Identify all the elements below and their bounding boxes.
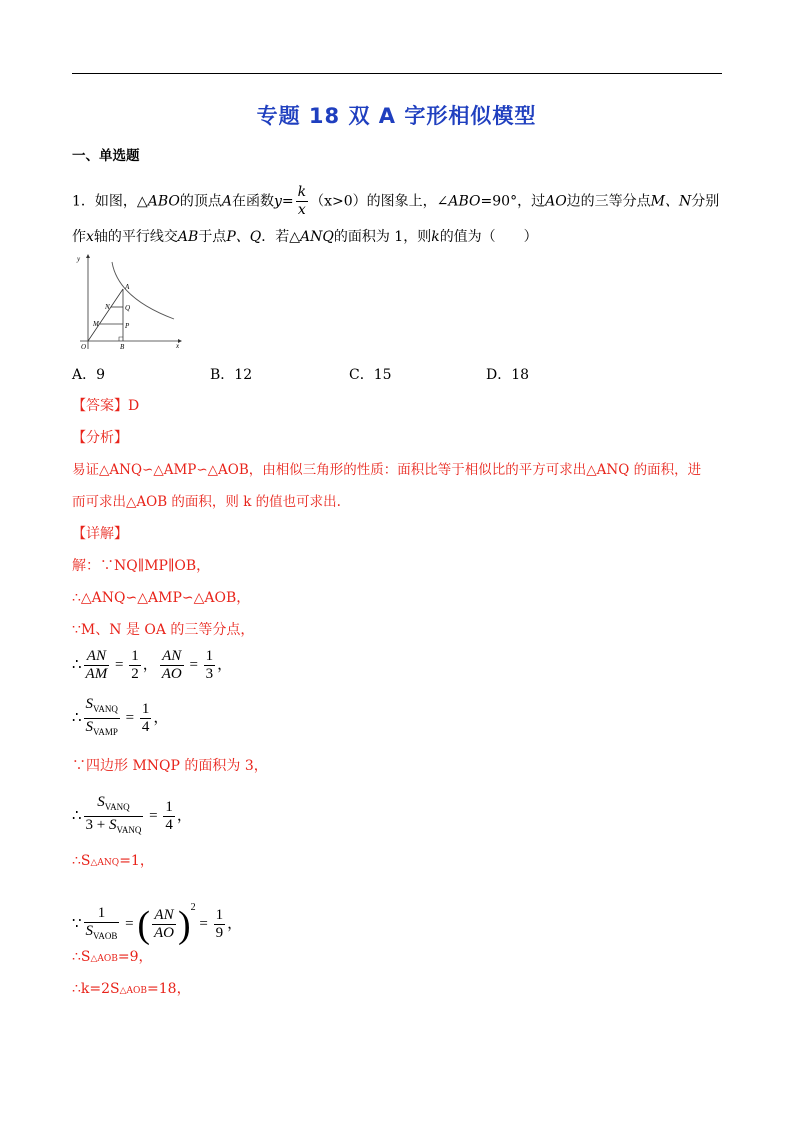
question-line-2: 作x轴的平行线交AB于点P、Q．若△ANQ的面积为 1，则k的值为（ ） bbox=[72, 229, 538, 245]
ratio-line: ∴ $\frac{AN}{AM}$ = $\frac{1}{2}$ ， $\frac{AN}{AO}$ = $\frac{1}{3}$ ， bbox=[72, 648, 233, 683]
option-b[interactable]: B．12 bbox=[210, 367, 253, 383]
label-m: M bbox=[93, 320, 99, 328]
analysis-line-1: 易证△ANQ∽△AMP∽△AOB，由相似三角形的性质：面积比等于相似比的平方可求出△ANQ 的面积，进 bbox=[72, 462, 702, 478]
label-q: Q bbox=[125, 304, 131, 312]
fraction-one-ninth: $\frac{1}{9}$ bbox=[215, 907, 224, 942]
detail-tag: 【详解】 bbox=[72, 526, 128, 542]
fraction-one-s-aob: $\frac{1}{S_{VAOB}}$ bbox=[85, 904, 118, 941]
option-d[interactable]: D．18 bbox=[486, 367, 530, 383]
detail-step-1: 解：∵NQ∥MP∥OB， bbox=[72, 558, 211, 574]
right-paren: ) bbox=[178, 903, 191, 946]
header-rule bbox=[72, 73, 722, 74]
area-ratio-line: ∴ $\frac{S_{VANQ}}{S_{VAMP}}$ = $\frac{1}{4}$ ， bbox=[72, 696, 168, 741]
detail-step-10: ∴k=2S△AOB=18， bbox=[72, 981, 191, 997]
detail-step-7: ∴S△ANQ=1， bbox=[72, 853, 154, 869]
detail-step-3: ∵M、N 是 OA 的三等分点， bbox=[72, 622, 255, 638]
detail-step-5: ∵四边形 MNQP 的面积为 3， bbox=[72, 758, 268, 774]
analysis-tag: 【分析】 bbox=[72, 430, 128, 446]
question-line-1: 1．如图，△ABO的顶点A在函数y= $\frac{k}{x}$ （x>0）的图象上，∠ABO=90°，过AO边的三等分点M、N分别 bbox=[72, 184, 720, 218]
fraction-s-anq-s-amp: $\frac{S_{VANQ}}{S_{VAMP}}$ bbox=[85, 696, 118, 737]
fraction-an-ao: $\frac{AN}{AO}$ bbox=[161, 648, 182, 683]
question-figure bbox=[74, 252, 186, 352]
label-n: N bbox=[105, 303, 110, 311]
left-paren: ( bbox=[137, 903, 151, 946]
hyperbola-curve bbox=[112, 262, 174, 319]
label-y: y bbox=[77, 255, 81, 263]
section-heading: 一、单选题 bbox=[72, 148, 140, 164]
option-a[interactable]: A．9 bbox=[72, 367, 106, 383]
detail-step-2: ∴△ANQ∽△AMP∽△AOB， bbox=[72, 590, 251, 606]
fraction-one-quarter-2: $\frac{1}{4}$ bbox=[165, 799, 173, 833]
fraction-an-am: $\frac{AN}{AM}$ bbox=[85, 648, 108, 683]
segment-oa bbox=[88, 289, 123, 341]
analysis-line-2: 而可求出△AOB 的面积，则 k 的值也可求出. bbox=[72, 494, 341, 510]
fraction-one-quarter: $\frac{1}{4}$ bbox=[141, 701, 150, 735]
label-b: B bbox=[120, 343, 125, 351]
fraction-one-third: $\frac{1}{3}$ bbox=[205, 648, 214, 683]
label-p: P bbox=[125, 322, 130, 330]
fraction-an-ao-2: $\frac{AN}{AO}$ bbox=[154, 907, 175, 942]
page-title: 专题 18 双 A 字形相似模型 bbox=[256, 104, 537, 128]
label-a: A bbox=[125, 283, 130, 291]
label-x: x bbox=[176, 342, 180, 350]
answer-line bbox=[72, 396, 139, 416]
label-o: O bbox=[81, 343, 87, 351]
fraction-one-half: $\frac{1}{2}$ bbox=[131, 648, 139, 683]
k-over-x-fraction: $\frac{k}{x}$ bbox=[297, 184, 307, 218]
area-equation-line: ∴ $\frac{S_{VANQ}}{3 + S_{VANQ}}$ = $\frac{1}{4}$ ， bbox=[72, 794, 192, 839]
aob-ratio-line: ∵ $\frac{1}{S_{VAOB}}$ = ( $\frac{AN}{AO}$ )$^2$ = $\frac{1}{9}$ ， bbox=[72, 902, 243, 946]
answer-tag: 【答案】 bbox=[72, 398, 128, 414]
answer-options bbox=[72, 365, 722, 385]
option-c[interactable]: C．15 bbox=[349, 367, 392, 383]
detail-step-9: ∴S△AOB=9， bbox=[72, 949, 153, 965]
right-angle-mark bbox=[119, 337, 123, 341]
answer-value: D bbox=[128, 398, 140, 414]
fraction-s-anq-3-plus: $\frac{S_{VANQ}}{3 + S_{VANQ}}$ bbox=[85, 794, 142, 835]
